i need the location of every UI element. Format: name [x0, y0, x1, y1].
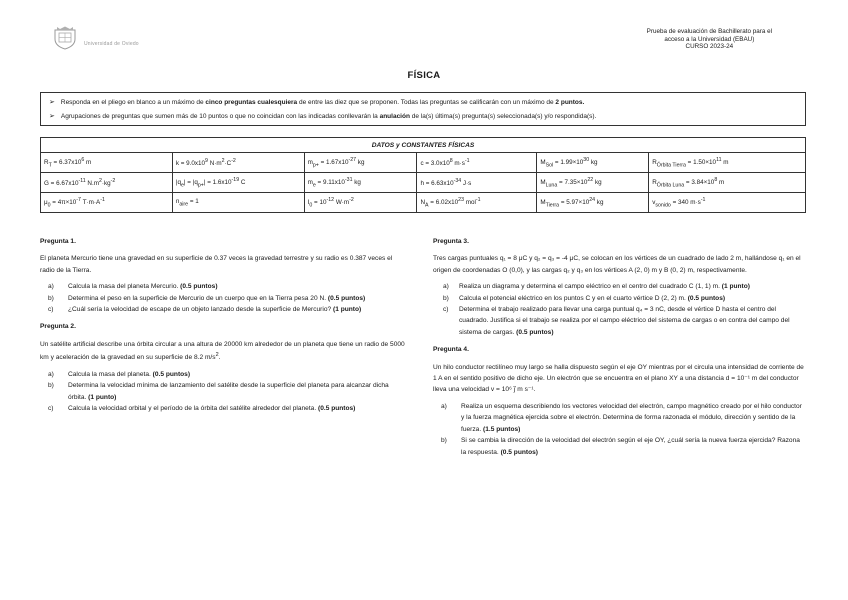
constant-cell: $R_T = 6.37x10^6$ m [41, 153, 173, 173]
constant-cell: $m_e = 9.11x10^{-31}$ kg [304, 173, 417, 193]
constants-row [41, 193, 806, 213]
question-2-items [40, 369, 405, 415]
constant-cell: $G = 6.67x10^{-11}$ $N.m^2\cdot kg^{-2}$ [41, 173, 173, 193]
list-item: a) Calcula la masa del planeta Mercurio. (0.5 puntos) [48, 283, 218, 291]
question-3-text: Tres cargas puntuales q₁ = 8 μC y q₂ = q₃ = -4 μC, se colocan en los vértices de un cuadrado de lado 2 m, hallándose q₁ en el origen de coordenadas O (0,0), y las cargas q₂ y q₃ en los vértices A (2, 0) m y B (0, 2) m, respectivamente. [433, 255, 801, 274]
university-logo [52, 26, 139, 50]
page-title: FÍSICA [407, 70, 441, 81]
question-3-title: Pregunta 3. [433, 238, 469, 245]
constant-cell: $M_{Tierra} = 5.97\times 10^{24}$ kg [537, 193, 649, 213]
constants-heading: DATOS y CONSTANTES FÍSICAS [41, 138, 806, 153]
constant-cell: $I_0 = 10^{-12}$ $W\cdot m^{-2}$ [304, 193, 417, 213]
constant-cell: $c = 3.0x10^8$ $m\cdot s^{-1}$ [417, 153, 537, 173]
instructions-box [40, 92, 806, 126]
constant-cell: $|q_e| = |q_{p+}| = 1.6x10^{-19}$ C [172, 173, 304, 193]
list-item: c) ¿Cuál sería la velocidad de escape de un objeto lanzado desde la superficie de Mercurio? (1 punto) [48, 306, 362, 314]
list-item: a) Realiza un esquema describiendo los vectores velocidad del electrón, campo magnético creado por el hilo conductor y la fuerza magnética ejercida sobre el electrón. Determina de forma razonada el módulo, dirección y sentido de la fuerza. (1.5 puntos) [441, 402, 802, 433]
arrow-bullet-icon: ➢ [49, 113, 55, 120]
question-3-items [433, 281, 806, 338]
instruction-line [49, 96, 797, 110]
list-item: a) Calcula la masa del planeta. (0.5 puntos) [48, 370, 191, 378]
header-line: CURSO 2023-24 [685, 43, 734, 51]
question-4-items [433, 401, 806, 458]
question-1-text: El planeta Mercurio tiene una gravedad en su superficie de 0.37 veces la gravedad terrestre y su radio es 0.387 veces el radio de la Tierra. [40, 255, 393, 274]
list-item: b) Calcula el potencial eléctrico en los puntos C y en el cuarto vértice D (2, 2) m. (0.5 puntos) [443, 294, 726, 302]
question-2-text: Un satélite artificial describe una órbita circular a una altura de 20000 km alrededor de un planeta que tiene un radio de 5000 km y aceleración de la gravedad en su superficie de 8.2 $m/s^2$. [40, 340, 405, 362]
list-item: a) Realiza un diagrama y determina el campo eléctrico en el centro del cuadrado C (1, 1) m. (1 punto) [443, 283, 750, 291]
instruction-text: Agrupaciones de preguntas que sumen más de 10 puntos o que no coincidan con las indicadas conllevarán la anulación de la(s) última(s) pregunta(s) seleccionada(s) y/o respondida(s). [60, 113, 597, 120]
exam-header [647, 28, 772, 51]
constant-cell: $h = 6.63x10^{-34}$ J·s [417, 173, 537, 193]
constants-row [41, 173, 806, 193]
list-item: c) Calcula la velocidad orbital y el período de la órbita del satélite alrededor del planeta. (0.5 puntos) [48, 405, 356, 413]
university-crest-icon [52, 26, 78, 50]
university-name: Universidad de Oviedo [84, 41, 139, 47]
instruction-line [49, 110, 797, 124]
question-1-title: Pregunta 1. [40, 238, 76, 245]
question-4-text: Un hilo conductor rectilíneo muy largo se halla dispuesto según el eje OY mientras por el circula una intensidad de corriente de 1 A en el sentido positivo de dicho eje. Un electrón que se encuentra en el plano XY a una distancia d = 10⁻¹ m del conductor lleva una velocidad v = 10⁶ j⃗ m s⁻¹. [433, 363, 804, 394]
question-1-items [40, 281, 405, 315]
constant-cell: $M_{Sol} = 1.99\times 10^{30}$ kg [537, 153, 649, 173]
constant-cell: $M_{Luna} = 7.35\times 10^{22}$ kg [537, 173, 649, 193]
arrow-bullet-icon: ➢ [49, 99, 55, 106]
constant-cell: $\mu_0 = 4\pi\times 10^{-7}$ $T\cdot m\cdot A^{-1}$ [41, 193, 173, 213]
left-column [40, 236, 405, 420]
header-line: acceso a la Universidad (EBAU) [664, 35, 755, 43]
constant-cell: $R_{Órbita Tierra} = 1.50\times 10^{11}$ m [649, 153, 806, 173]
list-item: c) Determina el trabajo realizado para llevar una carga puntual q₄ = 3 nC, desde el vértice D hasta el centro del cuadrado. Justifica si el trabajo se realiza por el campo eléctrico del sistema de cargas o en contra del campo del sistema de cargas. (0.5 puntos) [443, 306, 790, 336]
list-item: b) Si se cambia la dirección de la velocidad del electrón según el eje OY, ¿cuál sería la nueva fuerza ejercida? Razona la respuesta. (0.5 puntos) [441, 437, 800, 456]
constant-cell: $n_{aire} = 1$ [172, 193, 304, 213]
constants-row [41, 153, 806, 173]
right-column [433, 236, 806, 464]
header-line: Prueba de evaluación de Bachillerato para el [646, 28, 772, 35]
constant-cell: $N_A = 6.02x10^{23}$ mol$^{-1}$ [417, 193, 537, 213]
list-item: b) Determina el peso en la superficie de Mercurio de un cuerpo que en la Tierra pesa 20 N. (0.5 puntos) [48, 294, 366, 302]
constant-cell: $R_{Órbita Luna} = 3.84\times 10^8$ m [649, 173, 806, 193]
question-2-title: Pregunta 2. [40, 323, 76, 331]
constant-cell: $m_{p+} = 1.67x10^{-27}$ kg [304, 153, 417, 173]
question-4-title: Pregunta 4. [433, 346, 469, 354]
constant-cell: $k = 9.0x10^9$ $N\cdot m^2\cdot C^{-2}$ [172, 153, 304, 173]
instruction-text: Responda en el pliego en blanco a un máximo de cinco preguntas cualesquiera de entre las diez que se proponen. Todas las preguntas se calificarán con un máximo de 2 puntos. [60, 99, 585, 106]
constants-table [40, 137, 806, 213]
constant-cell: $v_{sonido} = 340$ $m\cdot s^{-1}$ [649, 193, 806, 213]
list-item: b) Determina la velocidad mínima de lanzamiento del satélite desde la superficie del planeta para alcanzar dicha órbita. (1 punto) [48, 382, 389, 401]
